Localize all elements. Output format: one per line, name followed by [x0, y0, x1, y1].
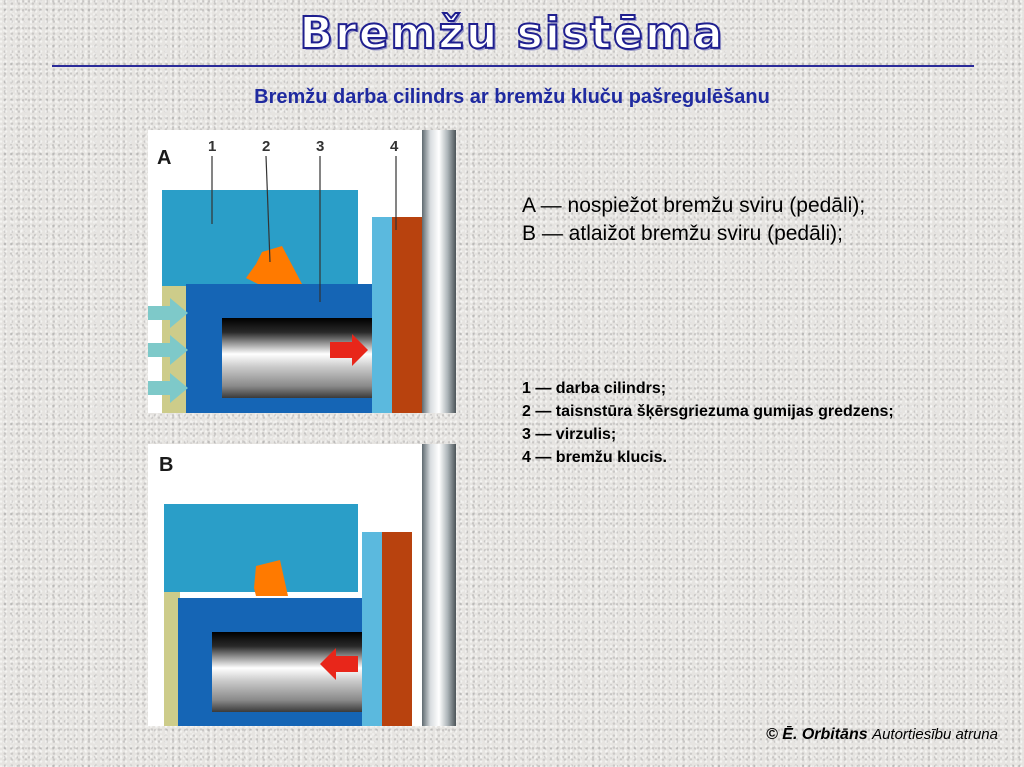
brake-disc-b — [422, 444, 456, 726]
pad-backing-a — [372, 217, 392, 413]
legend-state-b: B — atlaižot bremžu sviru (pedāli); — [522, 222, 843, 245]
legend-states — [522, 192, 865, 248]
brake-disc-a — [422, 130, 456, 413]
legend-part-1: 1 — darba cilindrs; — [522, 380, 667, 397]
copyright-footer — [766, 726, 998, 744]
legend-parts — [522, 377, 894, 469]
copyright-disclaimer-link[interactable]: Autortiesību atruna — [872, 726, 998, 743]
panel-b-label: B — [159, 454, 174, 476]
slide-subtitle: Bremžu darba cilindrs ar bremžu kluču pašregulēšanu — [254, 86, 770, 108]
legend-part-4: 4 — bremžu klucis. — [522, 449, 667, 466]
callout-1: 1 — [208, 138, 217, 155]
brake-pad-b — [382, 532, 412, 726]
brake-pad-a — [392, 217, 422, 413]
panel-a-label: A — [157, 147, 172, 169]
copyright-author: © Ē. Orbitāns — [766, 726, 868, 743]
legend-part-2: 2 — taisnstūra šķērsgriezuma gumijas gredzens; — [522, 403, 894, 420]
callout-4: 4 — [390, 138, 399, 155]
legend-part-3: 3 — virzulis; — [522, 426, 617, 443]
pressure-arrows-a — [148, 298, 188, 403]
callout-2: 2 — [262, 138, 271, 155]
legend-state-a: A — nospiežot bremžu sviru (pedāli); — [522, 194, 866, 217]
callout-3: 3 — [316, 138, 325, 155]
hydraulic-fluid-b — [164, 592, 180, 726]
pad-backing-b — [362, 532, 382, 726]
slide-title: Bremžu sistēma — [299, 8, 725, 59]
